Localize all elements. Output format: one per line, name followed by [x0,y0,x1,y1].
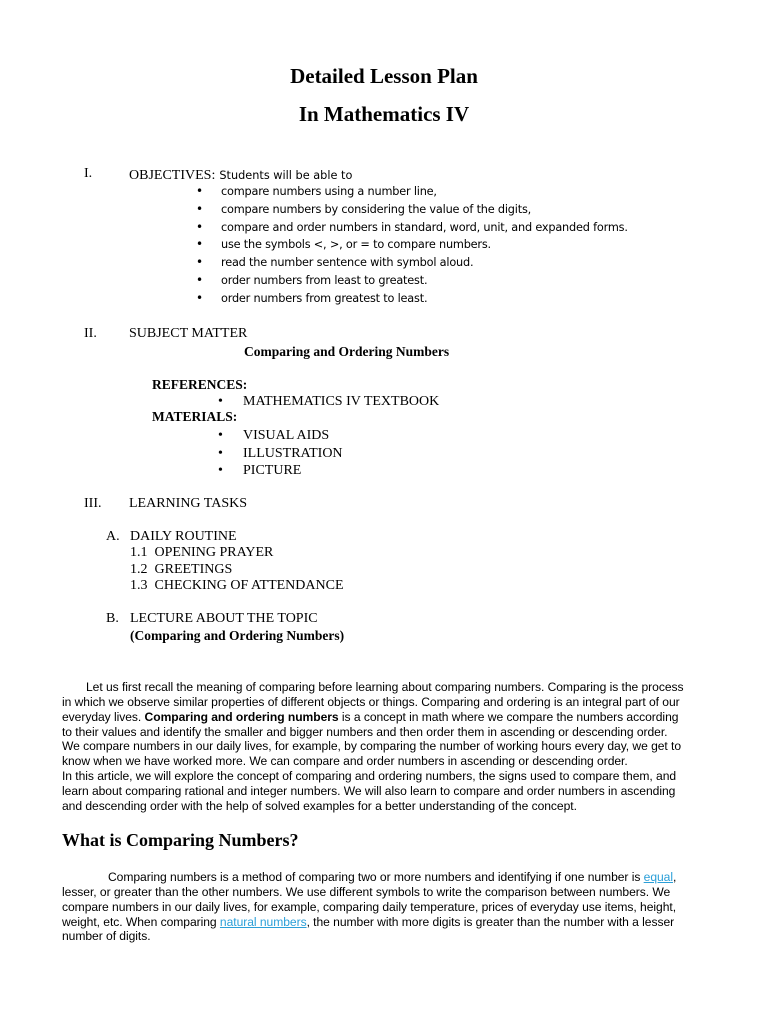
reference-item: • MATHEMATICS IV TEXTBOOK [218,394,440,409]
bullet-icon: • [196,255,203,270]
bullet-icon: • [196,184,203,198]
intro-paragraph: Let us first recall the meaning of comparing before learning about comparing numbers. Comparing is the process in which we observe similar properties of different objects or things. Comparing and ordering is an integral part of our everyday lives. Comparing and ordering numbers is a concept in math where we compare the numbers according to their values and identify the smaller and bigger numbers and then order them in ascending or descending order. We compare numbers in our daily lives, for example, by comparing the number of working hours every day, we get to know when we have worked more. We can compare and order numbers in ascending or descending order. In this article, we will explore the concept of comparing and ordering numbers, the signs used to compare them, and learn about comparing rational and integer numbers. We will also learn to compare and order numbers in ascending and descending order with the help of solved examples for a better understanding of the concept. [62,680,684,813]
bullet-icon: • [196,219,203,234]
section-1-heading-line [129,166,352,184]
materials-list [218,427,343,480]
bullet-icon: • [196,272,203,287]
natural-numbers-link[interactable]: natural numbers [219,914,307,929]
learning-tasks-heading: LEARNING TASKS [129,496,248,511]
bullet-icon: • [196,201,203,216]
lecture-heading: LECTURE ABOUT THE TOPIC [130,611,318,626]
routine-item: 1.2 GREETINGS [130,562,233,577]
equal-link[interactable]: equal [643,870,673,884]
subject-matter-heading: SUBJECT MATTER [129,326,248,341]
section-3-numeral: III. [84,496,102,511]
subject-topic: Comparing and Ordering Numbers [244,344,450,359]
objectives-lead: Students will be able to [219,169,353,182]
bullet-icon: • [218,463,223,478]
section-1-numeral: I. [84,166,93,181]
objectives-list [196,183,628,308]
material-item: • PICTURE [218,463,302,478]
material-item: • ILLUSTRATION [218,445,343,461]
lecture-letter: B. [106,611,119,626]
section-heading-comparing-numbers: What is Comparing Numbers? [62,830,299,850]
material-item: • VISUAL AIDS [218,428,330,443]
title-line-2: In Mathematics IV [298,102,470,126]
objective-item: • compare numbers using a number line, [221,183,628,201]
section-2-numeral: II. [84,326,97,341]
references-label: REFERENCES: [152,377,248,392]
daily-routine-letter: A. [106,529,120,544]
references-list [218,393,440,411]
objective-item: • order numbers from least to greatest. [221,272,628,290]
objectives-heading: OBJECTIVES: [129,168,216,183]
daily-routine-heading: DAILY ROUTINE [130,529,237,544]
definition-paragraph: Comparing numbers is a method of comparing two or more numbers and identifying if one number is equal, lesser, or greater than the other numbers. We use different symbols to write the comparison between numbers. We compare numbers in our daily lives, for example, comparing daily temperature, prices of everyday use items, height, weight, etc. When comparing natural numbers, the number with more digits is greater than the number with a lesser number of digits. [62,870,677,944]
routine-item: 1.3 CHECKING OF ATTENDANCE [130,578,344,593]
bullet-icon: • [218,394,223,409]
objective-item: • use the symbols <, >, or = to compare numbers. [221,236,628,254]
objective-item: • order numbers from greatest to least. [221,290,628,308]
bullet-icon: • [196,290,203,305]
objective-item: • compare and order numbers in standard, word, unit, and expanded forms. [221,219,628,237]
objective-item: • read the number sentence with symbol aloud. [221,254,628,272]
routine-item: 1.1 OPENING PRAYER [130,545,274,560]
bullet-icon: • [196,237,203,252]
materials-label: MATERIALS: [152,409,238,424]
lecture-subheading: (Comparing and Ordering Numbers) [130,628,345,643]
bullet-icon: • [218,428,223,443]
bullet-icon: • [218,445,223,461]
objective-item: • compare numbers by considering the value of the digits, [221,201,628,219]
title-line-1: Detailed Lesson Plan [290,64,478,88]
